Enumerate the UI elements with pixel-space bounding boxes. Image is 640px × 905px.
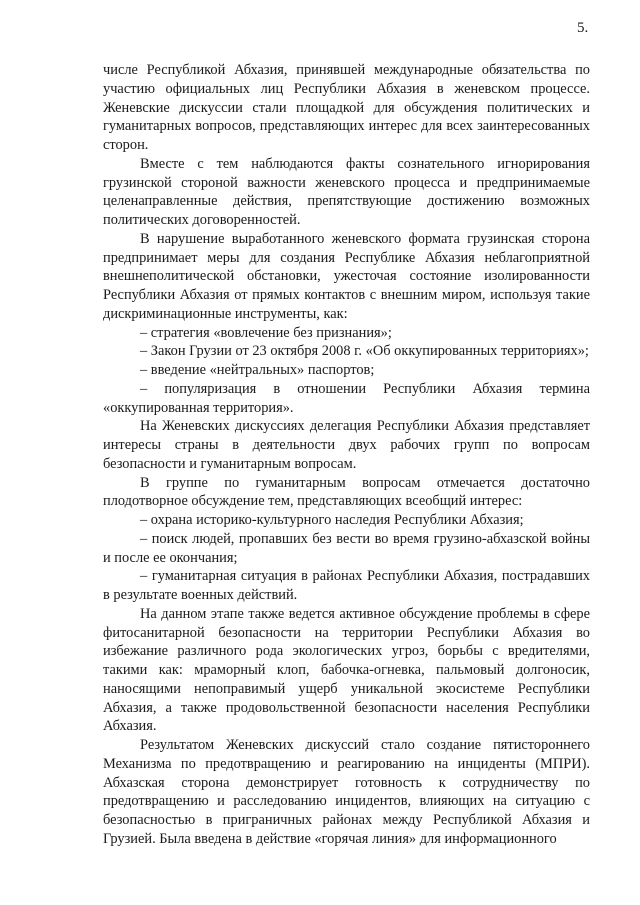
list-item: – введение «нейтральных» паспортов;: [140, 362, 375, 378]
paragraph: На данном этапе также ведется активное обсуждение проблемы в сфере фитосанитарной безопасности на территории Республики Абхазия во избежание различного рода экологических угроз, борьбы с вредителями, такими как: мраморный клоп, бабочка-огневка, пальмовый долгоносик, наносящими непоправимый ущерб уникальной экосистеме Республики Абхазия, а также продовольственной безопасности населения Республики Абхазия.: [103, 605, 590, 735]
page-number: 5.: [577, 20, 589, 36]
list-item: – Закон Грузии от 23 октября 2008 г. «Об оккупированных территориях»;: [140, 343, 589, 360]
paragraph: В группе по гуманитарным вопросам отмечается достаточно плодотворное обсуждение тем, представляющих всеобщий интерес:: [103, 474, 590, 510]
paragraph: Вместе с тем наблюдаются факты сознательного игнорирования грузинской стороной важности женевского процесса и предпринимаемые целенаправленные действия, препятствующие достижению возможных политических договоренностей.: [103, 155, 590, 228]
list-item: – популяризация в отношении Республики Абхазия термина «оккупированная территория».: [103, 380, 590, 416]
list-item: – охрана историко-культурного наследия Республики Абхазия;: [140, 512, 524, 528]
paragraph: В нарушение выработанного женевского формата грузинская сторона предпринимает меры для создания Республике Абхазия неблагоприятной внешнеполитической обстановки, ужесточая состояние изолированности Республики Абхазия от прямых контактов с внешним миром, используя такие дискриминационные инструменты, как:: [103, 230, 590, 322]
document-body: [103, 61, 590, 849]
list-item: – стратегия «вовлечение без признания»;: [140, 324, 392, 341]
paragraph: На Женевских дискуссиях делегация Республики Абхазия представляет интересы страны в деятельности двух рабочих групп по вопросам безопасности и гуманитарным вопросам.: [103, 418, 590, 472]
list-item: – поиск людей, пропавших без вести во время грузино-абхазской войны и после ее окончания;: [103, 530, 590, 566]
paragraph: числе Республикой Абхазия, принявшей международные обязательства по участию официальных лиц Республики Абхазия в женевском процессе. Женевские дискуссии стали площадкой для обсуждения политических и гуманитарных вопросов, представляющих интерес для всех заинтересованных сторон.: [103, 62, 590, 153]
list-item: – гуманитарная ситуация в районах Республики Абхазия, пострадавших в результате военных действий.: [103, 568, 590, 603]
paragraph: Результатом Женевских дискуссий стало создание пятистороннего Механизма по предотвращению и реагированию на инциденты (МПРИ). Абхазская сторона демонстрирует готовность к сотрудничеству по предотвращению и расследованию инцидентов, влияющих на ситуацию с безопасностью в приграничных районах между Республикой Абхазия и Грузией. Была введена в действие «горячая линия» для информационного: [103, 737, 590, 847]
